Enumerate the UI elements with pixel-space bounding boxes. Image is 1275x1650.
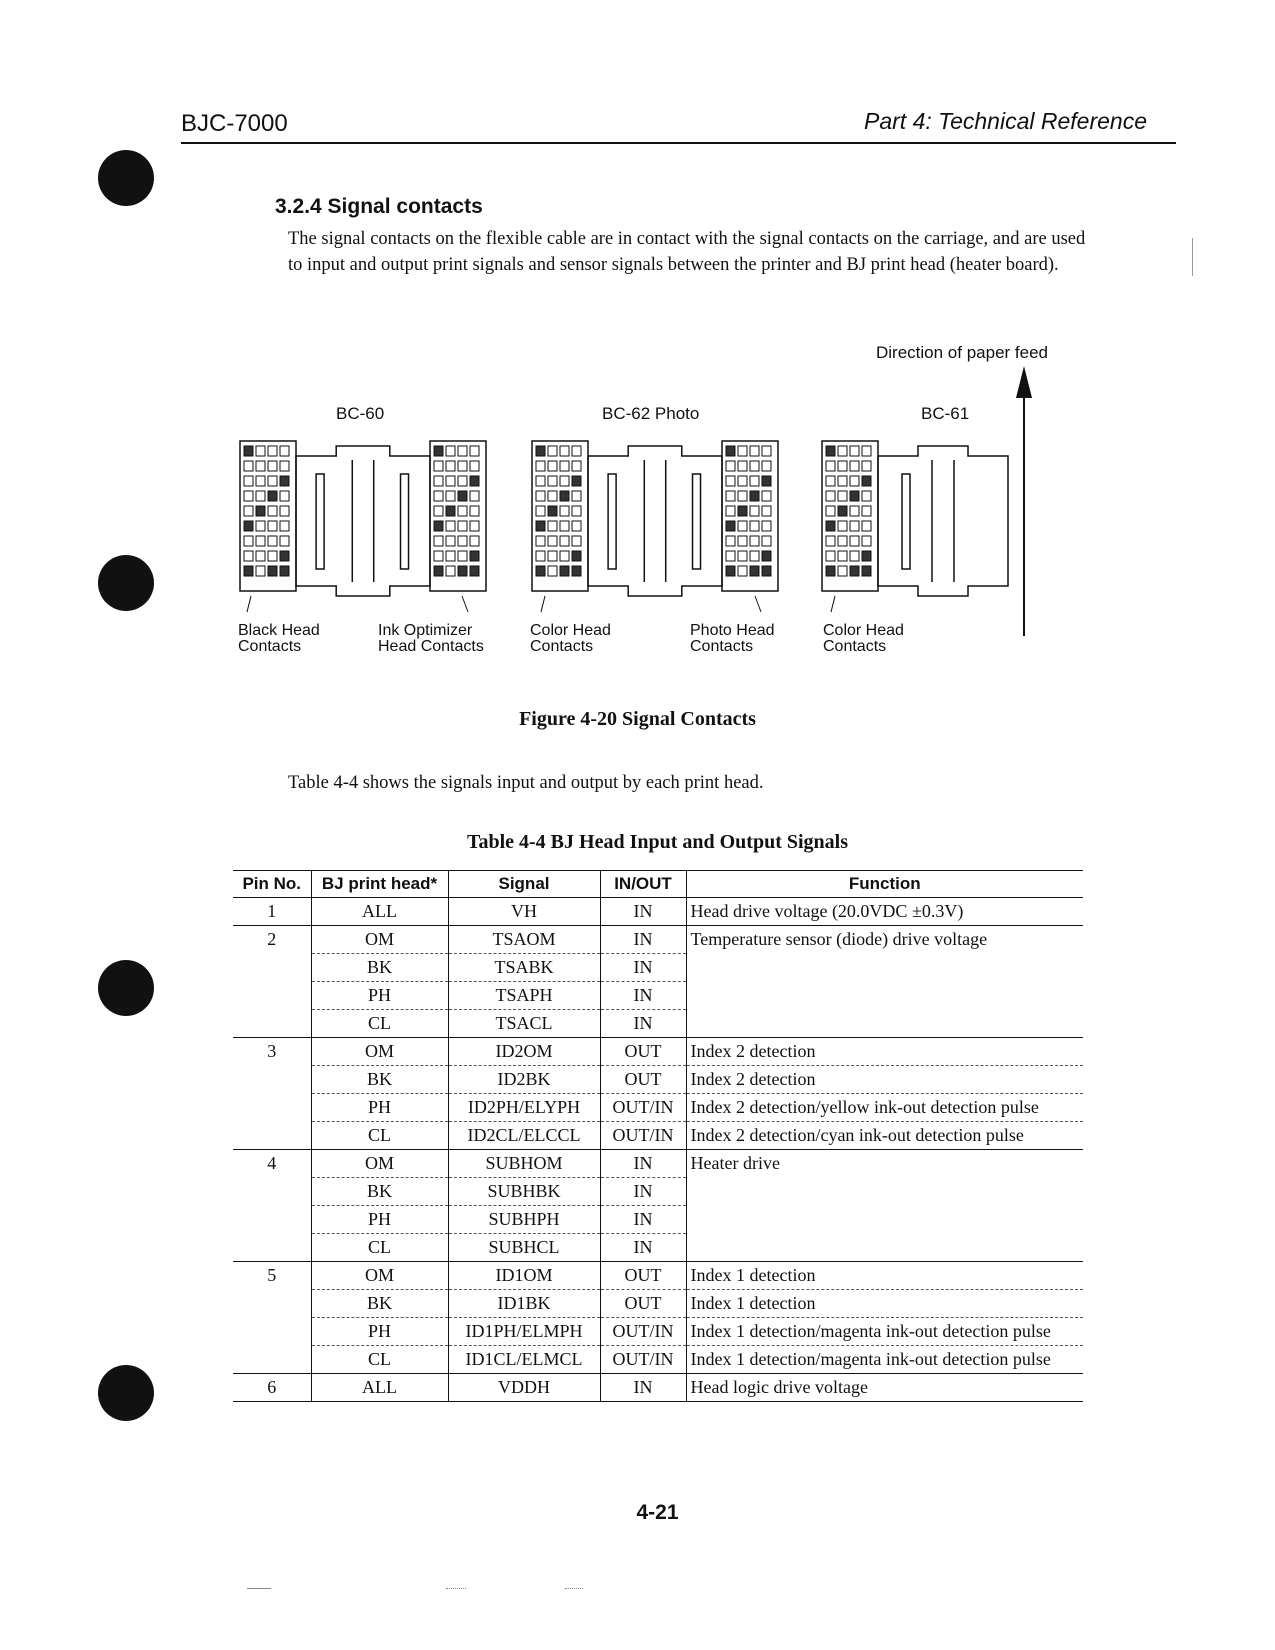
header-io: IN/OUT	[600, 871, 686, 898]
table-row	[233, 898, 1083, 926]
callout-ink-optimizer: Ink Optimizer Head Contacts	[378, 622, 484, 655]
cell-io: OUT	[600, 1038, 686, 1066]
table-row	[233, 926, 1083, 954]
cell-head: BK	[311, 1178, 448, 1206]
table-row	[233, 1346, 1083, 1374]
table-row	[233, 1374, 1083, 1402]
cell-pin: 3	[233, 1038, 311, 1066]
cell-head: CL	[311, 1234, 448, 1262]
cell-signal: ID2PH/ELYPH	[448, 1094, 600, 1122]
cell-pin: 5	[233, 1262, 311, 1290]
cell-pin	[233, 1178, 311, 1206]
cell-io: IN	[600, 926, 686, 954]
cartridge-label-bc62: BC-62 Photo	[602, 404, 700, 423]
table-row	[233, 1094, 1083, 1122]
callout-black-head: Black Head Contacts	[238, 622, 320, 655]
cell-pin: 1	[233, 898, 311, 926]
cell-head: PH	[311, 1318, 448, 1346]
binder-hole	[98, 960, 154, 1016]
cell-function: Index 1 detection/magenta ink-out detection pulse	[686, 1318, 1083, 1346]
cell-head: BK	[311, 954, 448, 982]
cartridge-bc61-drawing	[822, 441, 1008, 596]
section-body: The signal contacts on the flexible cable are in contact with the signal contacts on the carriage, and are used to input and output print signals and sensor signals between the printer and BJ print head (heater board).	[288, 229, 1086, 275]
cell-io: OUT	[600, 1290, 686, 1318]
cartridge-label-bc60: BC-60	[336, 404, 385, 423]
cell-signal: ID2CL/ELCCL	[448, 1122, 600, 1150]
cell-signal: VH	[448, 898, 600, 926]
table-row	[233, 1122, 1083, 1150]
cell-head: CL	[311, 1010, 448, 1038]
callout-color-head-2: Color Head Contacts	[823, 622, 904, 655]
cell-head: BK	[311, 1066, 448, 1094]
cell-head: OM	[311, 1262, 448, 1290]
cell-pin: 4	[233, 1150, 311, 1178]
paper-feed-arrow	[1016, 366, 1032, 636]
contacts-drawing	[0, 0, 1275, 700]
cell-pin	[233, 1206, 311, 1234]
header-pin: Pin No.	[233, 871, 311, 898]
cell-function: Index 2 detection/yellow ink-out detection pulse	[686, 1094, 1083, 1122]
cell-signal: TSACL	[448, 1010, 600, 1038]
table-row	[233, 1262, 1083, 1290]
cell-head: ALL	[311, 898, 448, 926]
cell-head: ALL	[311, 1374, 448, 1402]
cell-io: IN	[600, 1206, 686, 1234]
table-caption: Table 4-4 BJ Head Input and Output Signals	[466, 831, 849, 853]
cell-pin	[233, 1010, 311, 1038]
callout-color-head-1: Color Head Contacts	[530, 622, 611, 655]
table-body	[233, 898, 1083, 1402]
cell-io: IN	[600, 982, 686, 1010]
cell-signal: TSAOM	[448, 926, 600, 954]
cell-function: Head drive voltage (20.0VDC ±0.3V)	[686, 898, 1083, 926]
scan-mark	[247, 1588, 271, 1589]
cell-function: Head logic drive voltage	[686, 1374, 1083, 1402]
cell-signal: ID2OM	[448, 1038, 600, 1066]
cell-function: Index 2 detection	[686, 1066, 1083, 1094]
table-header-row	[233, 871, 1083, 898]
cell-head: OM	[311, 926, 448, 954]
cell-io: IN	[600, 1234, 686, 1262]
cell-io: OUT	[600, 1262, 686, 1290]
table-row	[233, 1290, 1083, 1318]
intro-text: Table 4-4 shows the signals input and output by each print head.	[288, 773, 764, 793]
cell-head: BK	[311, 1290, 448, 1318]
cell-signal: ID1PH/ELMPH	[448, 1318, 600, 1346]
cell-head: CL	[311, 1346, 448, 1374]
cell-function: Index 1 detection	[686, 1290, 1083, 1318]
cell-signal: ID1OM	[448, 1262, 600, 1290]
cell-pin	[233, 982, 311, 1010]
header-function: Function	[686, 871, 1083, 898]
cell-signal: ID1BK	[448, 1290, 600, 1318]
cell-signal: ID2BK	[448, 1066, 600, 1094]
cell-io: OUT/IN	[600, 1122, 686, 1150]
cell-signal: SUBHOM	[448, 1150, 600, 1178]
scan-mark	[446, 1588, 466, 1589]
cell-function: Index 2 detection/cyan ink-out detection pulse	[686, 1122, 1083, 1150]
cell-io: OUT/IN	[600, 1346, 686, 1374]
cell-pin	[233, 1346, 311, 1374]
cell-pin: 2	[233, 926, 311, 954]
cell-head: PH	[311, 982, 448, 1010]
header-signal: Signal	[448, 871, 600, 898]
cell-signal: VDDH	[448, 1374, 600, 1402]
header-left: BJC-7000	[181, 110, 288, 137]
cell-pin	[233, 1066, 311, 1094]
cell-function: Index 1 detection	[686, 1262, 1083, 1290]
header-right: Part 4: Technical Reference	[864, 108, 1147, 134]
cell-function: Index 1 detection/magenta ink-out detection pulse	[686, 1346, 1083, 1374]
cell-io: OUT	[600, 1066, 686, 1094]
cartridge-bc62-drawing	[532, 441, 778, 596]
cell-head: OM	[311, 1038, 448, 1066]
cell-function: Index 2 detection	[686, 1038, 1083, 1066]
header-head: BJ print head*	[311, 871, 448, 898]
cell-pin: 6	[233, 1374, 311, 1402]
cell-pin	[233, 1122, 311, 1150]
cell-signal: ID1CL/ELMCL	[448, 1346, 600, 1374]
cell-signal: SUBHPH	[448, 1206, 600, 1234]
callout-leaders	[247, 596, 835, 612]
cell-signal: TSAPH	[448, 982, 600, 1010]
cell-function: Heater drive	[686, 1150, 1083, 1262]
direction-label: Direction of paper feed	[876, 343, 1048, 362]
cell-signal: SUBHBK	[448, 1178, 600, 1206]
scan-mark	[565, 1588, 583, 1589]
cell-io: IN	[600, 1178, 686, 1206]
table-row	[233, 1038, 1083, 1066]
cell-head: PH	[311, 1094, 448, 1122]
signal-table	[233, 870, 1083, 1402]
figure-caption: Figure 4-20 Signal Contacts	[519, 708, 756, 730]
cell-pin	[233, 1290, 311, 1318]
table-row	[233, 1150, 1083, 1178]
cell-pin	[233, 1234, 311, 1262]
cell-pin	[233, 1094, 311, 1122]
cartridge-label-bc61: BC-61	[921, 404, 970, 423]
cell-head: PH	[311, 1206, 448, 1234]
cell-io: OUT/IN	[600, 1318, 686, 1346]
cell-head: CL	[311, 1122, 448, 1150]
section-title: 3.2.4 Signal contacts	[275, 195, 483, 218]
cell-io: IN	[600, 898, 686, 926]
cell-signal: TSABK	[448, 954, 600, 982]
cell-io: IN	[600, 1010, 686, 1038]
cell-io: IN	[600, 954, 686, 982]
cell-head: OM	[311, 1150, 448, 1178]
cell-signal: SUBHCL	[448, 1234, 600, 1262]
callout-photo-head: Photo Head Contacts	[690, 622, 775, 655]
cell-pin	[233, 1318, 311, 1346]
cell-function: Temperature sensor (diode) drive voltage	[686, 926, 1083, 1038]
table-row	[233, 1066, 1083, 1094]
cell-io: IN	[600, 1374, 686, 1402]
cell-io: IN	[600, 1150, 686, 1178]
cartridge-bc60-drawing	[240, 441, 486, 596]
binder-hole	[98, 1365, 154, 1421]
table-row	[233, 1318, 1083, 1346]
cell-io: OUT/IN	[600, 1094, 686, 1122]
cell-pin	[233, 954, 311, 982]
page-number: 4-21	[636, 1501, 679, 1524]
